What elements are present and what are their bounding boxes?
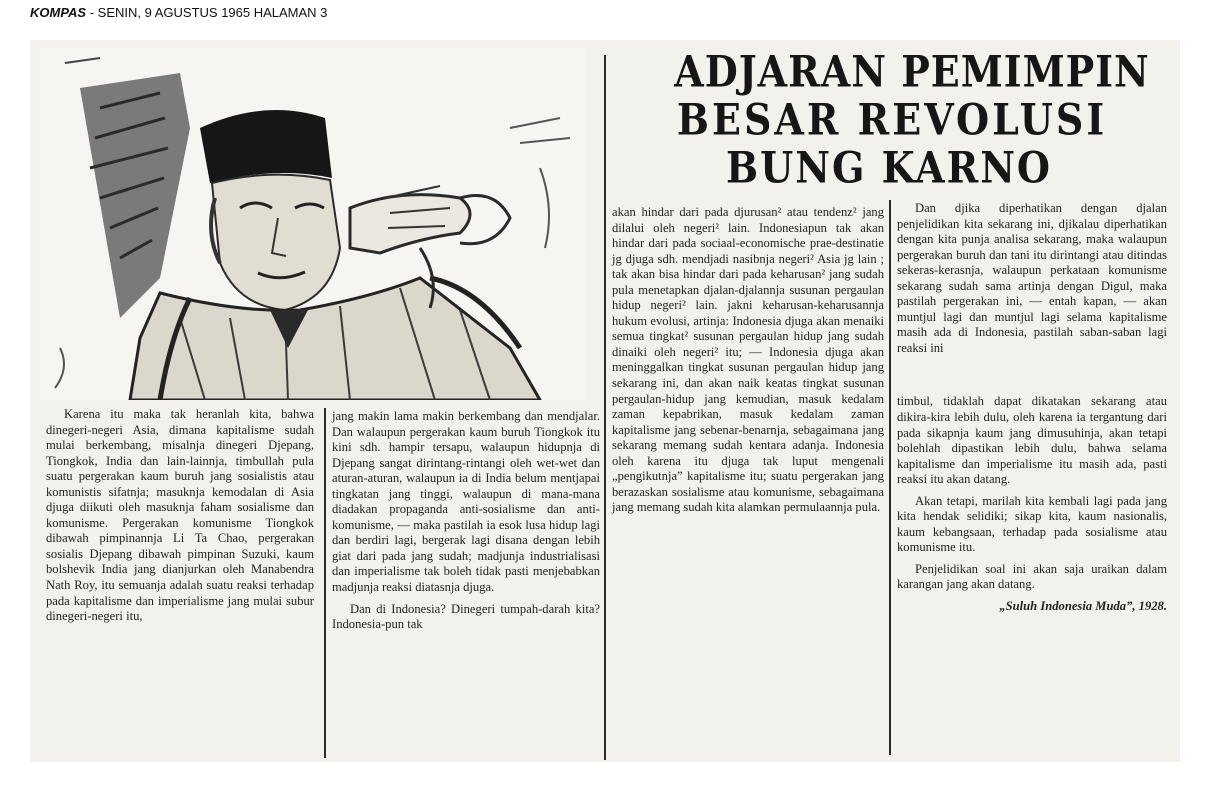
- headline-line: ADJARAN PEMIMPIN: [674, 46, 1150, 97]
- paragraph: akan hindar dari pada djurusan² atau tendenz² jang dilalui oleh negeri² lain. Indonesiapun tak akan hindar dari pada sociaal-economische prae-destinatie jg djuga sdh. mendjadi nasibnja negeri² Asia jg lain ; tak akan bisa hindar dari pada keharusan² jang sudah pula menetapkan djalan-djalannja susunan pergaulan hidup negeri² lain. jakni keharusan-keharusannja hukum evolusi, artinja: Indonesia djuga akan menaiki semua tingkat² susunan pergaulan hidup jang sudah dinaiki oleh negeri² itu; — Indonesia djuga akan meninggalkan tingkat susunan pergaulan hidup jang sekarang ini, dan akan naik keatas tingkat susunan pergaulan-hidup jang kemudian, masuk kedalam zaman kepabrikan, masuk kedalam zaman kapitalisme jang sebenar-benarnja, sebagaimana jang sekarang memang sudah kentara adanja. Indonesia oleh karena itu djuga tak luput mengenali „pengikutnja” kapitalisme itu; suatu pergerakan jang berazaskan sosialisme atau komunisme, sebagaimana jang memang sudah kita alamkan permulaannja pula.: [612, 205, 884, 515]
- masthead-paper-name: KOMPAS: [30, 5, 87, 20]
- article-source: „Suluh Indonesia Muda”, 1928.: [999, 599, 1167, 614]
- sukarno-illustration: [40, 48, 585, 400]
- paragraph: Dan di Indonesia? Dinegeri tumpah-darah kita? Indonesia-pun tak: [332, 601, 600, 632]
- paragraph: timbul, tidaklah dapat dikatakan sekarang atau dikira-kira lebih dulu, oleh karena ia tergantung dari pada sikapnja kaum jang dimusuhinja, akan tetapi bolehlah dipastikan lebih dulu, bahwa selama kapitalisme dan imperialisme itu masih ada, pasti reaksi itu akan datang.: [897, 394, 1167, 487]
- paragraph: Karena itu maka tak heranlah kita, bahwa dinegeri-negeri Asia, dimana kapitalisme sudah mulai berkembang, misalnja dinegeri Djepang, Tiongkok, India dan lain-lainnja, timbullah pula suatu pergerakan kaum buruh jang sosialistis atau komunistis sifatnja; masuknja kemodalan di Asia djuga diikuti oleh masuknja faham sosialisme dan komunisme. Pergerakan komunisme Tiongkok dibawah pimpinannja Li Ta Chao, pergerakan sosialis Djepang dibawah pimpinan Suzuki, kaum bolshevik India jang dianjurkan oleh Manabendra Nath Roy, itu semuanja adalah suatu reaksi terhadap pada kapitalisme dan imperialisme jang mulai subur dinegeri-negeri itu,: [46, 407, 314, 624]
- article-headline: [612, 48, 1172, 198]
- masthead: [30, 5, 327, 20]
- paragraph: Akan tetapi, marilah kita kembali lagi pada jang kita hendak selidiki; sikap kita, kaum nasionalis, kaum kebangsaan, terhadap pada sosialisme atau komunisme itu.: [897, 493, 1167, 555]
- masthead-date-page: - SENIN, 9 AGUSTUS 1965 HALAMAN 3: [86, 5, 328, 20]
- column-gap: [897, 356, 1167, 394]
- paragraph: jang makin lama makin berkembang dan mendjalar. Dan walaupun pergerakan kaum buruh Tiongkok itu kini sdh. hampir tersapu, walaupun hidupnja di Djepang sangat dirintang-rintangi oleh wet-wet dan aturan-aturan, walaupun ia di India belum mentjapai tingkatan jang tinggi, walaupun di mana-mana diadakan propaganda anti-sosialisme dan anti-komunisme, — maka pastilah ia esok lusa hidup lagi dan berdiri lagi, bergerak lagi disana dengan lebih giat dari pada jang sudah; madjunja industrialisasi dan imperialisme tak boleh tidak pasti menjebabkan madjunja reaksi diatasnja djuga.: [332, 409, 600, 595]
- headline-line: BUNG KARNO: [725, 142, 1053, 193]
- portrait-drawing: [40, 48, 585, 400]
- article-column-1: [46, 407, 314, 625]
- column-rule: [889, 200, 891, 755]
- column-rule: [324, 408, 326, 758]
- article-column-2: [332, 409, 600, 633]
- paragraph: Penjelidikan soal ini akan saja uraikan dalam karangan jang akan datang.: [897, 561, 1167, 592]
- paragraph: Dan djika diperhatikan dengan djalan penjelidikan kita sekarang ini, djikalau diperhatikan dengan kita punja analisa sekarang, maka walaupun pergerakan buruh dan tani itu dirintangi atau ditindas sekeras-kerasnja, walaupun perkataan komunisme sekarang sudah sama artinja dengan Digul, maka pastilah pergerakan ini, — entah kapan, — akan muntjul lagi dan muntjul lagi selama kapitalisme masih ada di Indonesia, pastilah saban-saban lagi reaksi ini: [897, 201, 1167, 355]
- article-column-3: [612, 205, 884, 516]
- headline-line: BESAR REVOLUSI: [676, 94, 1108, 145]
- article-column-4: [897, 201, 1167, 615]
